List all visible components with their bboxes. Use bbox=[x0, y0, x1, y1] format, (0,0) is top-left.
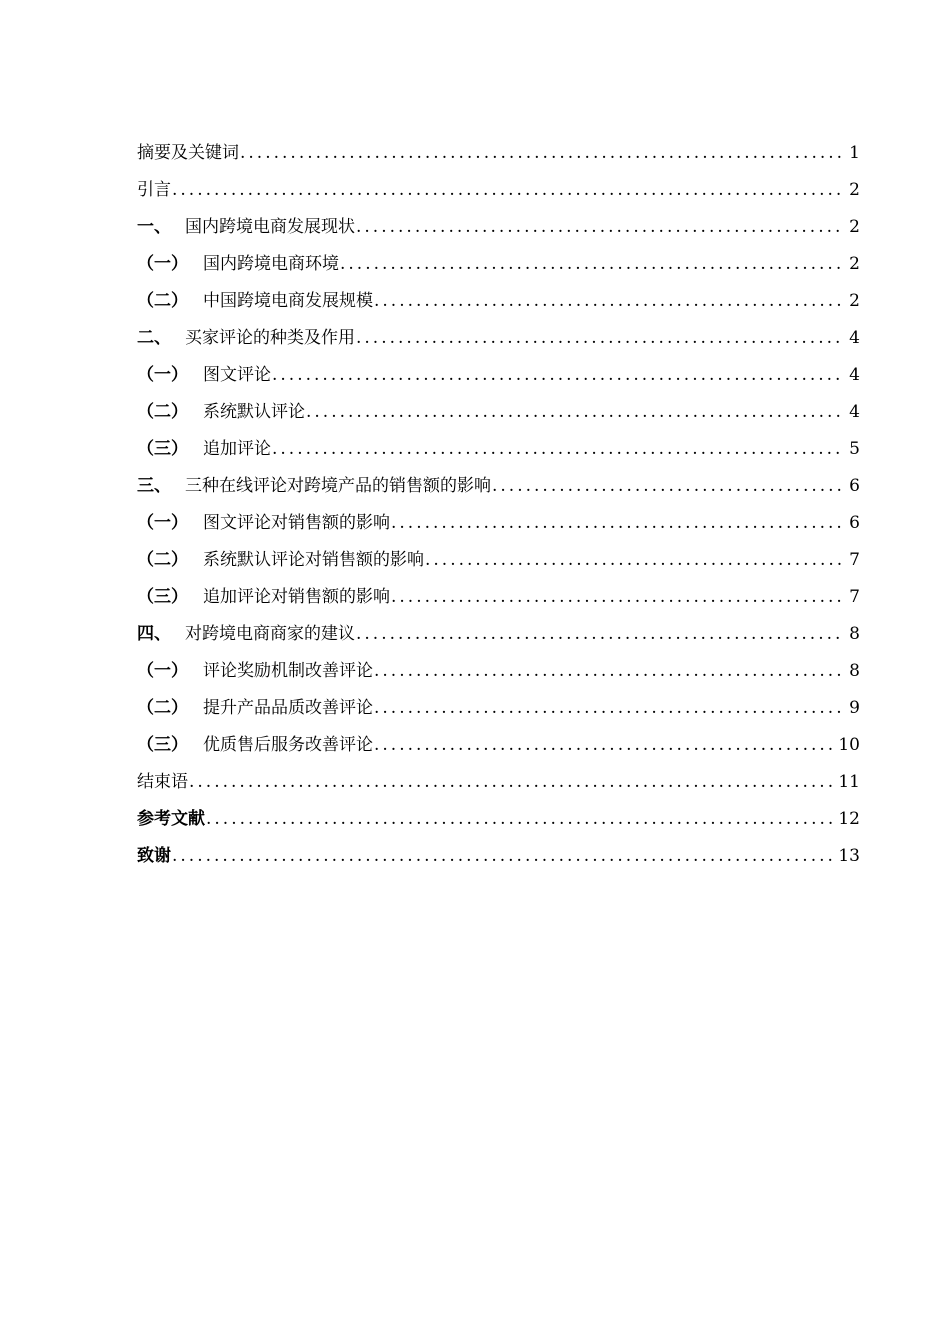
toc-entry-page-number: 4 bbox=[849, 402, 860, 422]
toc-entry-page-number: 7 bbox=[849, 550, 860, 570]
dot-leader bbox=[272, 360, 845, 390]
toc-entry[interactable] bbox=[137, 175, 860, 212]
toc-entry-page-number: 7 bbox=[849, 587, 860, 607]
dot-leader bbox=[172, 841, 834, 871]
toc-entry-page-number: 2 bbox=[849, 180, 860, 200]
toc-entry-title: 国内跨境电商环境 bbox=[203, 254, 339, 274]
toc-entry-title: 追加评论 bbox=[203, 439, 271, 459]
dot-leader bbox=[172, 175, 845, 205]
toc-entry[interactable] bbox=[137, 804, 860, 841]
toc-entry-page-number: 8 bbox=[849, 661, 860, 681]
toc-entry-page-number: 8 bbox=[849, 624, 860, 644]
toc-entry-page-number: 1 bbox=[849, 143, 860, 163]
toc-entry[interactable] bbox=[137, 841, 860, 878]
toc-entry-title: 图文评论对销售额的影响 bbox=[203, 513, 390, 533]
toc-entry-title: 中国跨境电商发展规模 bbox=[203, 291, 373, 311]
toc-entry-number: （一） bbox=[137, 513, 188, 533]
dot-leader bbox=[240, 138, 845, 168]
toc-entry-title: 买家评论的种类及作用 bbox=[185, 328, 355, 348]
toc-entry-page-number: 6 bbox=[849, 476, 860, 496]
dot-leader bbox=[356, 323, 845, 353]
toc-entry-page-number: 13 bbox=[838, 846, 860, 866]
toc-entry-number: 三、 bbox=[137, 476, 171, 496]
dot-leader bbox=[374, 656, 845, 686]
toc-entry[interactable] bbox=[137, 693, 860, 730]
toc-entry-title: 引言 bbox=[137, 180, 171, 200]
dot-leader bbox=[206, 804, 834, 834]
dot-leader bbox=[391, 508, 845, 538]
dot-leader bbox=[374, 693, 845, 723]
toc-entry-number: 二、 bbox=[137, 328, 171, 348]
toc-entry[interactable] bbox=[137, 508, 860, 545]
toc-entry-page-number: 9 bbox=[849, 698, 860, 718]
toc-entry-title: 三种在线评论对跨境产品的销售额的影响 bbox=[185, 476, 491, 496]
toc-entry[interactable] bbox=[137, 656, 860, 693]
toc-entry[interactable] bbox=[137, 582, 860, 619]
dot-leader bbox=[356, 212, 845, 242]
toc-entry-number: （三） bbox=[137, 587, 188, 607]
toc-entry[interactable] bbox=[137, 360, 860, 397]
toc-entry-number: （二） bbox=[137, 698, 188, 718]
toc-entry-number: 四、 bbox=[137, 624, 171, 644]
toc-entry-title: 追加评论对销售额的影响 bbox=[203, 587, 390, 607]
toc-entry-number: （一） bbox=[137, 254, 188, 274]
table-of-contents bbox=[137, 138, 860, 878]
toc-entry-number: （二） bbox=[137, 550, 188, 570]
dot-leader bbox=[391, 582, 845, 612]
toc-entry-title: 致谢 bbox=[137, 846, 171, 866]
toc-entry-title: 图文评论 bbox=[203, 365, 271, 385]
toc-entry-title: 摘要及关键词 bbox=[137, 143, 239, 163]
toc-entry[interactable] bbox=[137, 471, 860, 508]
toc-entry[interactable] bbox=[137, 249, 860, 286]
toc-entry[interactable] bbox=[137, 434, 860, 471]
toc-entry-number: （二） bbox=[137, 402, 188, 422]
toc-entry-title: 国内跨境电商发展现状 bbox=[185, 217, 355, 237]
toc-entry-page-number: 6 bbox=[849, 513, 860, 533]
toc-entry-page-number: 2 bbox=[849, 291, 860, 311]
toc-entry-page-number: 10 bbox=[838, 735, 860, 755]
toc-entry[interactable] bbox=[137, 619, 860, 656]
toc-entry-page-number: 2 bbox=[849, 217, 860, 237]
toc-entry-number: （三） bbox=[137, 439, 188, 459]
toc-entry-page-number: 2 bbox=[849, 254, 860, 274]
dot-leader bbox=[492, 471, 845, 501]
toc-entry-number: 一、 bbox=[137, 217, 171, 237]
dot-leader bbox=[189, 767, 834, 797]
toc-entry-title: 结束语 bbox=[137, 772, 188, 792]
toc-entry-title: 提升产品品质改善评论 bbox=[203, 698, 373, 718]
dot-leader bbox=[374, 286, 845, 316]
toc-entry-number: （一） bbox=[137, 365, 188, 385]
toc-entry-number: （一） bbox=[137, 661, 188, 681]
dot-leader bbox=[374, 730, 834, 760]
toc-entry[interactable] bbox=[137, 323, 860, 360]
toc-entry[interactable] bbox=[137, 138, 860, 175]
toc-entry-number: （二） bbox=[137, 291, 188, 311]
toc-entry[interactable] bbox=[137, 545, 860, 582]
dot-leader bbox=[306, 397, 845, 427]
toc-entry-title: 优质售后服务改善评论 bbox=[203, 735, 373, 755]
toc-entry[interactable] bbox=[137, 767, 860, 804]
toc-entry-title: 参考文献 bbox=[137, 809, 205, 829]
dot-leader bbox=[356, 619, 845, 649]
toc-entry-title: 对跨境电商商家的建议 bbox=[185, 624, 355, 644]
toc-entry[interactable] bbox=[137, 212, 860, 249]
toc-entry-page-number: 11 bbox=[838, 772, 860, 792]
dot-leader bbox=[272, 434, 845, 464]
toc-entry-title: 系统默认评论对销售额的影响 bbox=[203, 550, 424, 570]
toc-entry-page-number: 12 bbox=[838, 809, 860, 829]
toc-entry[interactable] bbox=[137, 286, 860, 323]
toc-entry-page-number: 4 bbox=[849, 328, 860, 348]
toc-entry-title: 系统默认评论 bbox=[203, 402, 305, 422]
toc-entry[interactable] bbox=[137, 730, 860, 767]
toc-entry-number: （三） bbox=[137, 735, 188, 755]
toc-entry[interactable] bbox=[137, 397, 860, 434]
toc-entry-page-number: 5 bbox=[849, 439, 860, 459]
toc-entry-title: 评论奖励机制改善评论 bbox=[203, 661, 373, 681]
dot-leader bbox=[425, 545, 845, 575]
toc-entry-page-number: 4 bbox=[849, 365, 860, 385]
dot-leader bbox=[340, 249, 845, 279]
